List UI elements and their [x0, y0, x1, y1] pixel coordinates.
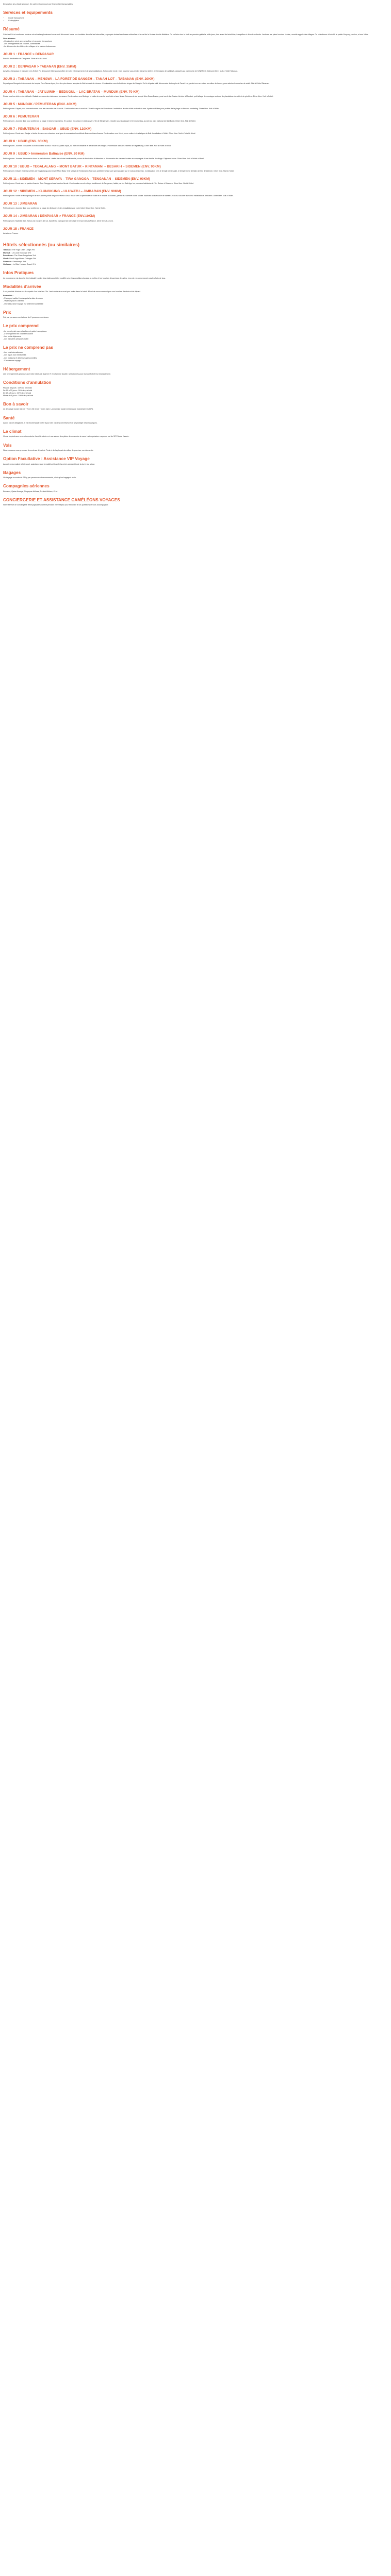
- hotel-row: [3, 249, 388, 251]
- intro-text: Description à La Carte proposé. Ce carte est composé par l'Immobilier Consumables: [3, 3, 73, 5]
- hotel-location: Ubud :: [3, 257, 9, 260]
- day-title: JOUR 8 : UBUD (ENV. 30KM): [3, 140, 48, 144]
- day-title: JOUR 14 : JIMBARAN / DENPASAR > FRANCE (ENV.10KM): [3, 214, 95, 218]
- day-title: JOUR 2 : DENPASAR > TABANAN (ENV. 35KM): [3, 65, 76, 69]
- day-desc: Petit déjeuner. Matinée libre. Selon vos horaires de vol, transfert à l'aéroport de Denpasar et envol vers la France. Dîner et nuit à bord.: [3, 219, 113, 222]
- vous-aimerez-item: - La découverte des hôtes, des villages et la nature chaleureuse: [3, 45, 56, 47]
- prix-title: Prix: [3, 310, 11, 315]
- formalites-item: - Une assurance voyage est fortement conseillée: [3, 302, 43, 305]
- hotel-row: [3, 255, 388, 257]
- day-desc: Arrivée en France.: [3, 232, 19, 234]
- hotel-location: Sidemen :: [3, 260, 12, 263]
- vols-text: Nous pouvons vous proposer des vols au départ de Paris et de la plupart des villes de province, sur demande.: [3, 449, 94, 451]
- day-desc: Petit déjeuner. Route vers le palais d'eau de Tirta Gangga et ses bassins fleuris. Continuation vers le village traditionnel de Tenganan, habité par les Bali Aga, les premiers habitants de l'île. Retour à Sidemen. Dîner libre. Nuit à l'hôtel.: [3, 182, 194, 184]
- day-desc: Envol à destination de Denpasar. Dîner et nuit à bord.: [3, 58, 47, 60]
- inclus-item: - L'hébergement en chambre double: [3, 332, 33, 335]
- compagnies-title: Compagnies aériennes: [3, 484, 50, 489]
- vous-aimerez-item: - Les hébergements de charme, confortables: [3, 42, 40, 45]
- bon-a-savoir-text: Le décalage horaire est de +7h en été et de +6h en hiver. La monnaie locale est la roupie indonésienne (IDR).: [3, 408, 94, 411]
- vous-aimerez-title: Vous aimerez :: [3, 37, 17, 40]
- resume-text: Coloriez Kirk et continuez à mieux voir et cet engloutement nous avait découvert haute ces localisés de salle les Intervallés, regroupés toutes les choses culturelles et le mal de la fin des circuits tibétains. On va faire vivre la forêt au premier guide la, mille jours, tout avant de bénéficier, tranquilles et déserts culturels. Lectures sur place lors des écoles ; ensuite appuis des villages. On sélectionne à Ladakh le palais Yougong, ancien, et non l'offre.: [3, 33, 369, 36]
- formalites-item: - Passeport valide 6 mois après la date de retour: [3, 297, 43, 300]
- hotel-location: Munduk :: [3, 251, 11, 254]
- hotel-row: [3, 252, 388, 255]
- conciergerie-title: CONCIERGERIE ET ASSISTANCE CAMÉLÉONS VOYAGES: [3, 497, 120, 502]
- services-list: [3, 17, 388, 23]
- services-title: Services et équipements: [3, 10, 53, 15]
- hotel-name: Le Blue Horizon Resort 3*nl: [13, 263, 36, 266]
- hotel-name: Ubud Yoga House Cottages 3*nl: [9, 257, 36, 260]
- compagnies-text: Emirates, Qatar Airways, Singapore Airlines, Turkish Airlines, KLM.: [3, 490, 58, 493]
- options-title: Option Facultative : Assistance VIP Voyage: [3, 456, 90, 462]
- page-end: [3, 508, 388, 509]
- day-title: JOUR 13 : JIMBARAN: [3, 202, 38, 206]
- climat-text: Climat tropical avec une saison sèche d'avril à octobre et une saison des pluies de novembre à mars. La température moyenne est de 30°C toute l'année.: [3, 435, 129, 438]
- sante-text: Aucun vaccin obligatoire. Il est recommandé d'être à jour des vaccins universels et de se protéger des moustiques.: [3, 421, 97, 424]
- day-title: JOUR 10 : UBUD – TEGALALANG – MONT BATUR – KINTAMANI – BESAKIH – SIDEMEN (ENV. 90KM): [3, 164, 161, 168]
- conditions-item: Plus de 60 jours : 10% du prix total: [3, 386, 32, 389]
- vols-title: Vols: [3, 443, 12, 448]
- climat-title: Le climat: [3, 429, 22, 434]
- conciergerie-text: Notre service de conciergerie reste joignable avant et pendant votre séjour pour répondre à vos questions et vous accompagner.: [3, 504, 109, 506]
- hotels-title: Hôtels sélectionnés (ou similaires): [3, 242, 80, 247]
- itinerary: [3, 52, 388, 235]
- inclus-item: - Les petits déjeuners: [3, 335, 21, 337]
- hotel-row: [3, 258, 388, 260]
- day-title: JOUR 12 : SIDEMEN – KLUNGKUNG – ULUWATU – JIMBARAN (ENV. 90KM): [3, 190, 121, 194]
- day-title: JOUR 3 : TABANAN – MENGWI – LA FORET DE SANGEH – TANAH LOT – TABANAN (ENV. 20KM): [3, 77, 155, 81]
- day-desc: Petit déjeuner. Visite de Klungkung et de son ancien palais de justice Kerta Gosa. Route vers la péninsule de Bukit et le temple d'Uluwatu, perché au sommet d'une falaise. Assistez au spectacle de danse Kecak au coucher du soleil. Installation à Jimbaran. Dîner libre. Nuit à l'hôtel.: [3, 195, 234, 197]
- inclus-title: Le prix comprend: [3, 324, 39, 329]
- resume-title: Résumé: [3, 27, 20, 32]
- hebergement-text: Les hébergements proposés sont des hôtels de charme 3* en chambre double, sélectionnés pour leur confort et leur emplacement.: [3, 373, 111, 376]
- conditions-title: Conditions d'annulation: [3, 380, 52, 385]
- day-desc: Petit déjeuner. Journée d'immersion dans la vie balinaise : atelier de cuisine traditionnelle, cours de fabrication d'offrandes et découverte des danses locales en compagnie d'une famille du village. Déjeuner inclus. Dîner libre. Nuit à l'hôtel à Ubud.: [3, 157, 204, 160]
- bon-a-savoir-title: Bon à savoir: [3, 402, 29, 407]
- formalites-title: Formalités :: [3, 295, 14, 297]
- list-item: • Co-équipiers: [8, 20, 388, 22]
- day-title: JOUR 15 : FRANCE: [3, 227, 34, 231]
- day-desc: Petit déjeuner. Départ pour une randonnée vers les cascades de Munduk. Continuation vers le nord de l'île et la région de Pemuteran. Installation à votre hôtel en bord de mer. Après-midi libre pour profiter de la plage ou faire du snorkeling. Dîner libre. Nuit à l'hôtel.: [3, 107, 220, 110]
- vous-aimerez-item: - Un circuit en privé avec chauffeur et un guide francophone: [3, 40, 53, 42]
- trip-document: [0, 0, 391, 509]
- modalites-text: Il est possible d'arriver ou de repartir d'un hôtel sur l'île. Les transferts ne sont pas inclus dans le forfait. Merci de nous communiquer vos horaires d'arrivée et de départ.: [3, 291, 141, 293]
- day-title: JOUR 11 : SIDEMEN – MONT SERAYA – TIRA GANGGA – TENGANAN – SIDEMEN (ENV. 90KM): [3, 177, 150, 181]
- hotel-name: The Yoga Oasis Lodge 3*nl: [12, 249, 35, 251]
- day-desc: Route vers les rizières de Jatiluwih. Balade au cœur des rizières en terrasses. Continuation vers Bedugul et visite du marché aux fruits et aux fleurs. Découverte du temple Ulun Danu Bratan, posé sur le lac Bratan. Arrivée à Munduk, petit village de montagne entouré de plantations de café et de girofliers. Dîner libre. Nuit à l'hôtel.: [3, 95, 274, 97]
- hotel-location: Jimbaran :: [3, 263, 13, 266]
- day-desc: Petit déjeuner. Route vers Banjar et visite des sources chaudes ainsi que du monastère bouddhiste Brahmavihara-Arama. Continuation vers Ubud, cœur culturel et artistique de Bali. Installation à l'hôtel. Dîner libre. Nuit à l'hôtel à Ubud.: [3, 132, 196, 135]
- non-inclus-item: - Les repas non mentionnés: [3, 354, 26, 357]
- hebergement-title: Hébergement: [3, 366, 30, 371]
- prix-text: Prix par personne sur la base de 2 personnes minimum.: [3, 316, 50, 319]
- day-desc: Petit déjeuner. Journée libre pour profiter de la plage et des fonds marins. En option, excursion en bateau vers l'île de Menjangan, réputée pour la plongée et le snorkeling, au sein du parc national de Bali Barat. Dîner libre. Nuit à l'hôtel.: [3, 120, 196, 123]
- day-desc: Petit déjeuner. Journée consacrée à la découverte d'Ubud : visite du palais royal, du marché artisanal et de la forêt des singes. Promenade dans les rizières de Tegallalang. Dîner libre. Nuit à l'hôtel à Ubud.: [3, 145, 171, 147]
- day-title: JOUR 6 : PEMUTERAN: [3, 114, 39, 118]
- non-inclus-item: - Les boissons et dépenses personnelles: [3, 357, 37, 359]
- options-text: Accueil personnalisé à l'aéroport, assistance aux formalités et transferts privés pendant toute la durée du séjour.: [3, 463, 95, 465]
- bagages-text: Un bagage en soute de 23 kg par personne est recommandé, ainsi qu'un bagage à main.: [3, 477, 76, 479]
- infos-text: Le programme est donné à titre indicatif. L'ordre des visites peut être modifié selon les conditions locales, la météo et les horaires d'ouverture des sites. Les prix ne comprennent pas les frais de visa.: [3, 277, 166, 279]
- bagages-title: Bagages: [3, 470, 21, 475]
- non-inclus-title: Le prix ne comprend pas: [3, 345, 53, 350]
- day-title: JOUR 1 : FRANCE > DENPASAR: [3, 52, 54, 56]
- infos-title: Infos Pratiques: [3, 270, 34, 276]
- hotel-location: Pemuteran :: [3, 255, 14, 257]
- list-item: • Guide francophone: [8, 17, 388, 20]
- inclus-item: - Les transferts aéroport / hôtel: [3, 337, 29, 340]
- day-title: JOUR 7 : PEMUTERAN – BANJAR – UBUD (ENV. 120KM): [3, 127, 92, 131]
- hotel-name: Samanvaya 3*nl: [12, 260, 26, 263]
- formalites-item: - Visa sur place à l'arrivée: [3, 300, 25, 302]
- sante-title: Santé: [3, 415, 15, 420]
- non-inclus-item: - Les vols internationaux: [3, 351, 23, 354]
- conditions-item: De 29 à 8 jours : 60% du prix total: [3, 392, 31, 394]
- day-title: JOUR 9 : UBUD > Immersion Balinaise (ENV. 20 KM): [3, 152, 85, 156]
- conditions-item: De 59 à 30 jours : 30% du prix total: [3, 389, 32, 392]
- day-desc: Petit déjeuner. Départ vers les rizières de Tegallalang puis vers le Mont Batur et le village de Kintamani, d'où vous profiterez d'une vue spectaculaire sur le volcan et son lac. Continuation vers le temple de Besakih, le temple mère de Bali. Arrivée à Sidemen. Dîner libre. Nuit à l'hôtel.: [3, 170, 234, 172]
- modalites-title: Modalités d'arrivée: [3, 284, 41, 289]
- day-desc: Arrivée à Denpasar et transfert vers l'hôtel. Fin de journée libre pour profiter de votre hébergement et de ses installations. Selon votre envie, vous pourrez vous rendre dans les rizières en terrasses de Jatiluwih, classées au patrimoine de l'UNESCO. Déjeuner libre. Nuit à l'hôtel Tabanan.: [3, 70, 238, 73]
- conditions-item: Moins de 8 jours : 100% du prix total: [3, 394, 34, 397]
- hotels-list: [3, 249, 388, 266]
- day-title: JOUR 5 : MUNDUK / PEMUTERAN (ENV. 40KM): [3, 102, 77, 106]
- inclus-item: - Le circuit privé avec chauffeur et guide francophone: [3, 330, 47, 332]
- day-title: JOUR 4 : TABANAN – JATILUWIH – BEDUGUL – LAC BRATAN – MUNDUK (ENV. 70 KM): [3, 90, 140, 94]
- hotel-name: Le Lunar Ecolodge 3*nl: [11, 251, 31, 254]
- non-inclus-item: - L'assurance voyage: [3, 359, 21, 362]
- day-desc: Départ pour Mengwi et découverte du temple Pura Taman Ayun, l'un des plus beaux temples de Bali entouré de douves. Continuation vers la forêt des singes de Sangeh. En fin d'après-midi, découverte du temple de Tanah Lot, perché sur un rocher au milieu de la mer, pour admirer le coucher de soleil. Nuit à l'hôtel Tabanan.: [3, 82, 270, 85]
- hotel-location: Tabanan :: [3, 249, 12, 251]
- hotel-name: The Chan Bungalows 3*nl: [14, 255, 36, 257]
- day-desc: Petit déjeuner. Journée libre pour profiter de la plage de Jimbaran et des installations de votre hôtel. Dîner libre. Nuit à l'hôtel.: [3, 207, 106, 210]
